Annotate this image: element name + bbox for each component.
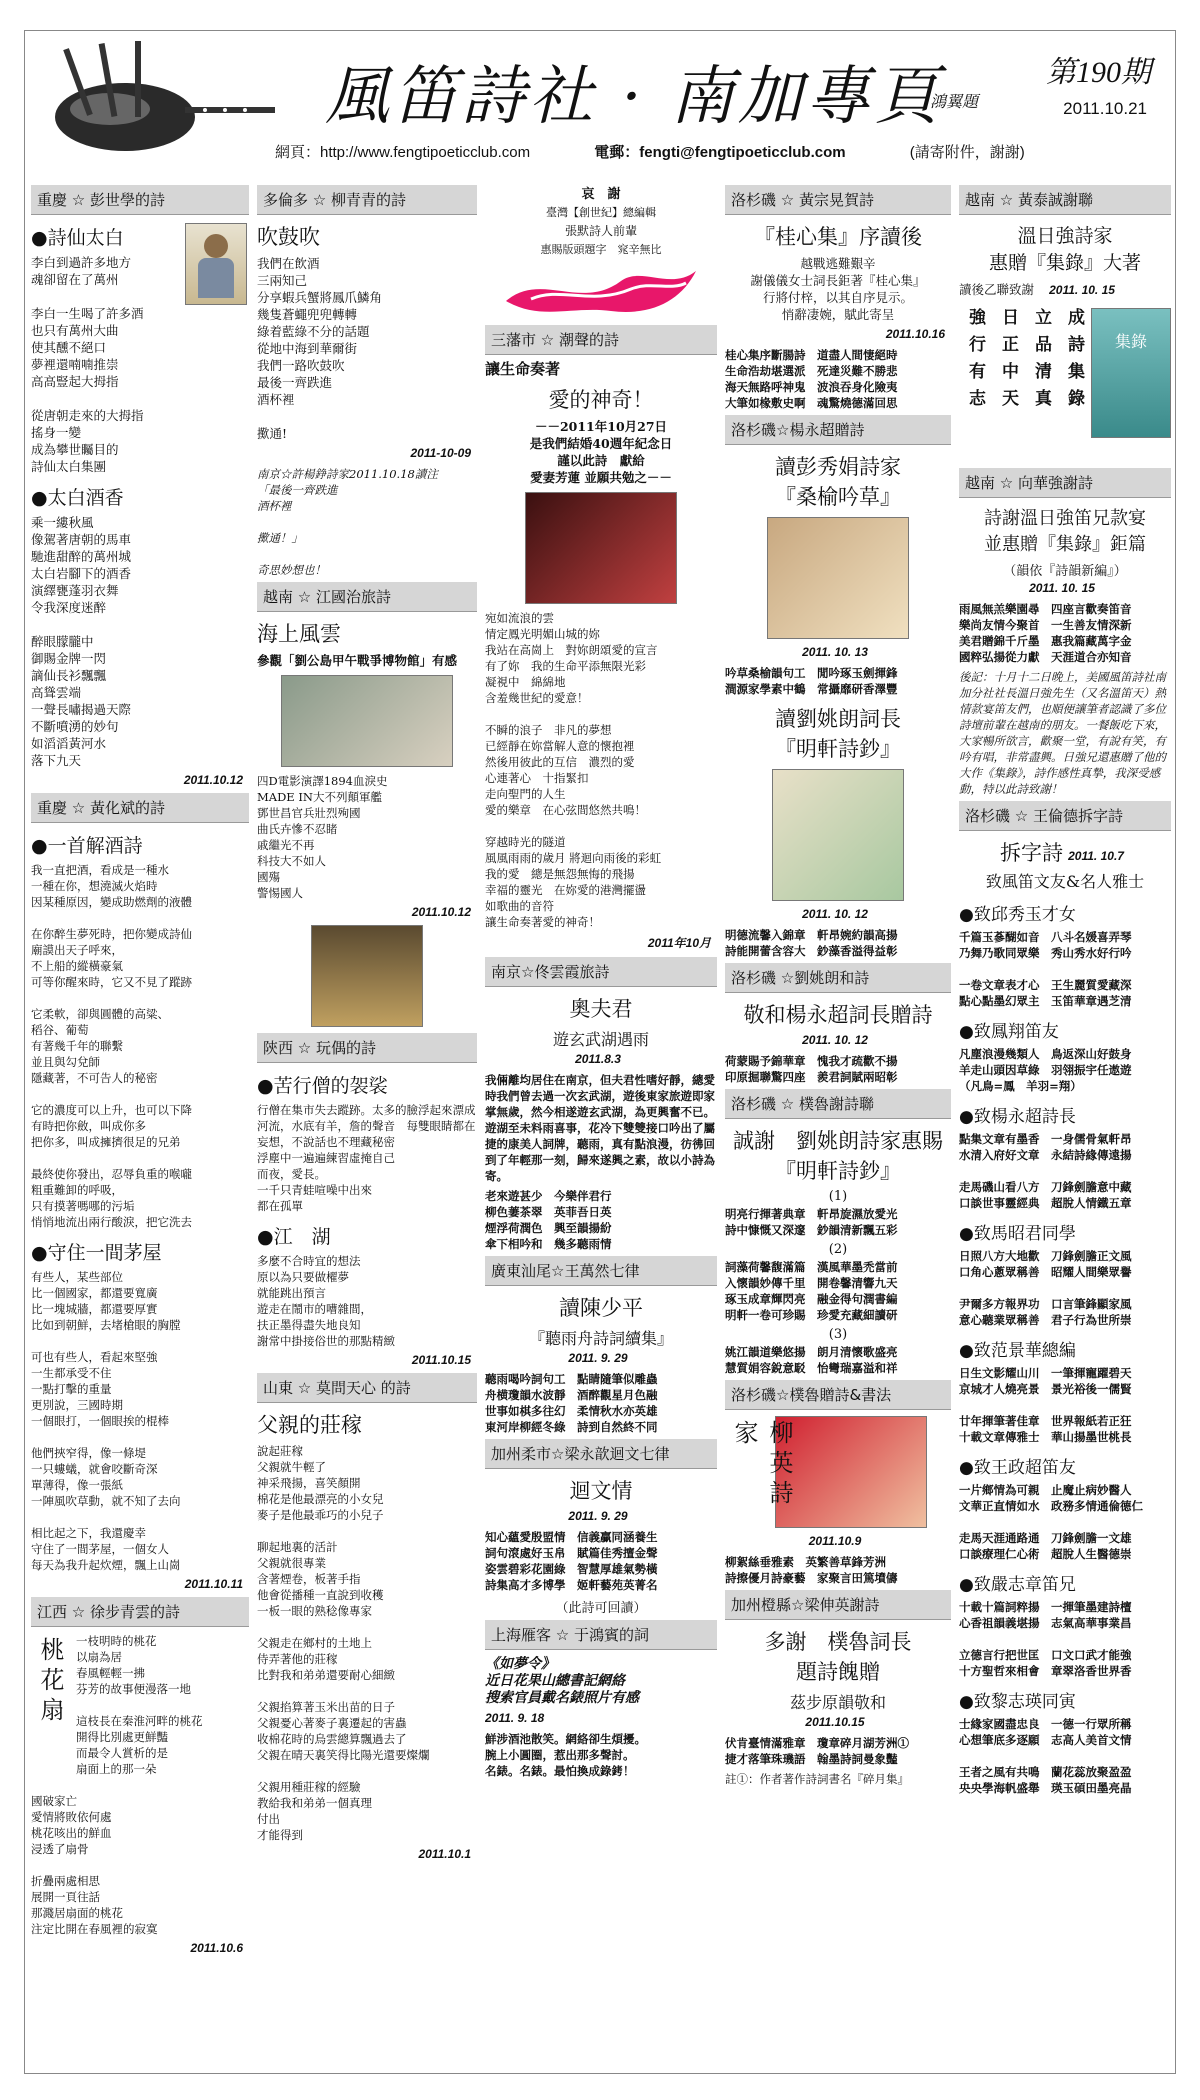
poem-body: 有些人，某些部位 比一個國家，都還要寬廣 比一塊城牆，都還要厚實 比如到朝鮮，去堵槍眼的胸膛 可也有些人，看起來堅強 一生都承受不住 一點打擊的重量 更別說，三國時期 一個眼打，一個眼挨的棍棒 他們挾窄得，像一條堤 一只螻蟻，就會咬斷奇深 單薄得，像一張紙 一陣風吹草動，就不知了去向 相比起之下，我還慶幸 守住了一間茅屋，一個女人 每天為我升起炊煙，飄上山崗 — [31, 1270, 181, 1572]
poem-title: ●守住一間茅屋 — [31, 1242, 162, 1264]
dedication-poem: 日生文影耀山川 一筆揮寵躍碧天 京城才人燒亮景 景光裕後一儒賢 廿年揮筆著佳章 世界報紙若正狂 十載文章傳雅士 華山揚墨世桃長 — [959, 1366, 1132, 1444]
dedication-poem: 凡塵浪漫幾類人 鳥返深山好鼓身 羊走山頭因草綠 羽翎振宇任遨遊 （凡鳥=鳳 羊羽=翔） — [959, 1047, 1132, 1093]
dedication-title: ●致王政超笛友 — [959, 1458, 1076, 1478]
poem-afterword: 後記：十月十二日晚上，美國風笛詩社南加分社社長溫日強先生（又名溫笛天）熱情款宴笛友們，也順便讓筆者認識了多位詩壇前輩在越南的朋友。一餐飯吃下來，大家暢所欲言，歡聚一堂，有說有笑，有吟有唱，非常盡興。日強兄還惠贈了他的大作《集錄》，詩作感性真摯，我深受感動，特以此詩致謝！ — [959, 670, 1166, 796]
poem-body: 荷蒙賜予錦華章 愧我才疏歡不揚 印原掘聯驚四座 羨君詞賦兩昭彰 — [725, 1054, 898, 1084]
poem-date: 2011.10.11 — [184, 1577, 243, 1591]
section-header: 重慶 ☆ 黃化斌的詩 — [31, 793, 249, 823]
section-header: 三藩市 ☆ 潮聲的詩 — [485, 325, 717, 355]
memorial-photo — [311, 925, 423, 1027]
poem-date: 2011. 10. 13 — [802, 645, 868, 659]
section-header: 洛杉磯 ☆劉姚朗和詩 — [725, 963, 951, 993]
mourning-line: 臺灣【創世紀】總編輯 — [546, 206, 656, 219]
poem-date: 2011. 10.7 — [1068, 849, 1124, 863]
poem-body: 多麼不合時宜的想法 原以為只要做櫂夢 就能跳出預言 遊走在鬧市的嘈雜間， 扶正墨得盡失地良知 謝常中掛接俗世的那點精緻 — [257, 1254, 395, 1348]
poem-title: 拆字詩 — [1000, 841, 1064, 865]
flame-graphic-icon — [501, 261, 701, 321]
poem-date: 2011-10-09 — [410, 446, 471, 460]
poem-number: (2) — [828, 1242, 848, 1257]
poem-title: 誠謝 劉姚朗詩家惠賜 『明軒詩鈔』 — [733, 1129, 943, 1183]
section-header: 加州柔市☆梁永歆迴文七律 — [485, 1439, 717, 1469]
poem-title: 奧夫君 — [569, 997, 633, 1021]
poem-date: 2011.10.1 — [418, 1847, 471, 1861]
poem-title-vertical: 柳英詩家 — [730, 1420, 793, 1510]
book-cover: 集錄 — [1091, 308, 1171, 438]
mourning-title: 哀 謝 — [581, 187, 621, 202]
poem-title: 詩謝溫日強笛兄款宴 並惠贈『集錄』鉅篇 — [984, 508, 1146, 555]
masthead-title: 風笛詩社 · 南加專頁 — [325, 60, 943, 134]
poem-title: ●太白酒香 — [31, 487, 124, 509]
couplet-line: 日正中天 — [998, 308, 1018, 416]
poem-subtitle: 茲步原韻敬和 — [789, 1693, 886, 1712]
poem-date: 2011.10.16 — [885, 327, 945, 341]
column-2 — [257, 181, 477, 2071]
section-header: 上海雁客 ☆ 于鴻賓的詞 — [485, 1620, 717, 1650]
poem-title: 父親的莊稼 — [257, 1413, 362, 1437]
section-header: 洛杉磯 ☆ 王倫德拆字詩 — [959, 801, 1171, 831]
mourning-line: 張默詩人前輩 — [564, 224, 637, 238]
section-header: 廣東汕尾☆王萬然七律 — [485, 1256, 717, 1286]
poem-title: 溫日強詩家 惠贈『集錄』大著 — [988, 225, 1141, 274]
poem-title: 讀劉姚朗詞長 『明軒詩鈔』 — [775, 707, 901, 761]
email-link[interactable]: 電郵：fengti@fengtipoeticclub.com — [594, 144, 846, 161]
dedication-list — [959, 900, 1171, 1796]
poem-body: 老來遊甚少 今樂伴君行 柳色萋茶翠 英菲吾日英 煙浮荷潤色 興至韻揚紛 傘下相吟和 幾多聽雨情 — [485, 1189, 612, 1251]
poem-body: 鮮涉酒池散笑。網絡卻生煩擾。 腕上小圓圈，惹出那多聲討。 名錶。名錶。最怕換成錄銬！ — [485, 1732, 646, 1778]
poem-title: 愛的神奇！ — [548, 388, 654, 412]
poem-date: 2011.10.12 — [183, 773, 243, 787]
poem-title: 《如夢令》 近日花果山總書記網絡 搜索官員戴名錶照片有感 — [485, 1656, 639, 1706]
poem-body: 宛如流浪的雲 情定鳳光明媚山城的妳 我站在高崗上 對妳朗頌愛的宣言 有了妳 我的生命平添無限光彩 凝視中 綿綿地 含羞幾世紀的愛意！ 不瞬的浪子 非凡的夢想 已經靜在妳當解人意的懷抱裡 然後用彼此的互信 濃烈的愛 心連著心 十指緊扣 走向聖門的人生 愛的樂章 在心弦間悠然共鳴！ 穿越時光的隧道 風風雨雨的歲月 將迴向雨後的彩虹 我的愛 總是無怨無悔的飛揚 幸福的靈光 在妳愛的港灣擺盪 如歌曲的音符 讓生命奏著愛的神奇！ — [485, 611, 662, 929]
poem-body: 乘一縷秋風 像駕著唐朝的馬車 馳進甜醉的萬州城 太白岩腳下的酒香 演繹甕蓬羽衣舞 令我深度迷醉 醉眼朦朧中 御賜金牌一閃 謫仙長衫飄飄 高聳雲端 一聲長嘯揭過天際 不斷噴湧的妙句 如滔滔黃河水 落下九天 — [31, 515, 132, 768]
column-1 — [31, 181, 249, 2071]
museum-photo — [281, 675, 453, 767]
dedication-poem: 士緣家國盡忠良 一德一行眾所稱 心想筆底多逐願 志高人美首文情 王者之風有共鳴 蘭花蕊放聚盈盈 央央學海帆盛舉 瑛玉碩田墨亮晶 — [959, 1717, 1132, 1795]
poem-title-row — [959, 837, 1171, 867]
poem-title-vertical: 桃花扇 — [36, 1637, 64, 1727]
poem-subtitle: 『聽雨舟詩詞續集』 — [528, 1329, 673, 1348]
poem-number: (1) — [828, 1189, 848, 1204]
poem-body: 李白到過許多地方 魂卻留在了萬州 李白一生喝了許多酒 也只有萬州大曲 使其醺不絕口 夢裡還喃喃推崇 高高豎起大拇指 從唐朝走來的大拇指 搖身一變 成為攀世矚目的 詩仙太白集團 — [31, 255, 144, 474]
dedication-poem: 點集文章有墨香 一身儒骨氣軒昂 水清入府好文章 永結詩緣傳遠揚 走馬磯山看八方 刀鋒劍膽意中藏 口談世事靈經典 超脫人情鐵五章 — [959, 1132, 1132, 1210]
section-header: 山東 ☆ 莫問天心 的詩 — [257, 1373, 477, 1403]
couplet-line: 強行有志 — [965, 308, 985, 416]
poem-title: 海上風雲 — [257, 622, 341, 646]
section-header: 多倫多 ☆ 柳青青的詩 — [257, 185, 477, 215]
poem-preface: 我倆離均居住在南京，但夫君性嗜好靜，總愛時我們曾去過一次玄武湖，遊後東家旅遊即家掌無歲，然今相遂遊玄武湖，為更興奮不已。遊湖至未料雨喜事，花冷下雙雙接口吟出了屬捷的康美人詞牌，聽雨，真有點浪漫，彷彿回到了年輕那一刻，歸來遂興之素，故以小詩為寄。 — [485, 1073, 715, 1183]
section-header: 越南 ☆ 黃泰誠謝聯 — [959, 185, 1171, 215]
couplet-columns — [963, 308, 1087, 458]
column-4 — [725, 181, 951, 2071]
wine-photo — [525, 492, 677, 604]
poem-title: 敬和楊永超詞長贈詩 — [743, 1003, 933, 1027]
poem-subtitle: 越戰逃難艱辛 謝儀儀女士詞長鉅著『桂心集』 行將付梓，以其自序見示。 悄辭凄婉，賦此寄呈 — [750, 256, 926, 322]
poem-date: 2011. 10. 15 — [1029, 581, 1095, 595]
book-cover-photo — [767, 517, 909, 639]
mourning-line: 惠賜版頭題字 窕辛無比 — [540, 243, 662, 256]
li-bai-portrait — [185, 223, 247, 305]
bagpipe-logo-icon — [35, 37, 285, 157]
dedication-poem: 一片鄉情為可親 止魔止病妙醫人 文華正直情如水 政務多情通倫德仁 走馬天涯通路通 刀鋒劍膽一文雄 口談療理仁心術 超脫人生醫德崇 — [959, 1483, 1143, 1561]
poem-title: 多謝 樸魯詞長 題詩餽贈 — [764, 1630, 912, 1684]
section-header: 洛杉磯 ☆ 黃宗晃賀詩 — [725, 185, 951, 215]
dedication-poem: 日照八方大地歡 刀鋒劍膽正文風 口角心蔥眾稱善 昭耀人間樂眾譽 尹爾多方報界功 口言筆鋒顯家風 意心聽業眾稱善 君子行為世所崇 — [959, 1249, 1132, 1327]
dedication-title: ●致鳳翔笛友 — [959, 1022, 1059, 1042]
poem-note: （此詩可回讀） — [555, 1601, 647, 1616]
couplet-line: 成詩集錄 — [1064, 308, 1084, 416]
poem-body: 明亮行揮著典章 軒昂旋濕放愛光 詩中慷慨又深邃 鈔韻清新飄五彩 — [725, 1207, 898, 1237]
poem-date: 2011.10.15 — [411, 1353, 471, 1367]
poem-subtitle: 讀後乙聯致謝 — [959, 282, 1035, 297]
poem-title: 吹鼓吹 — [257, 225, 320, 249]
section-header: 重慶 ☆ 彭世學的詩 — [31, 185, 249, 215]
dedication-poem: 十載十篇詞粹揚 一揮筆墨建詩檀 心香祖韻義堪揚 志氣高華事業昌 立德言行把世匡 口文口武才能強 十方聖哲來相會 章翠洛香世界香 — [959, 1600, 1132, 1678]
section-header: 洛杉磯 ☆ 樸魯謝詩聯 — [725, 1089, 951, 1119]
poem-footnote: 註①：作者著作詩詞書名『碎月集』 — [725, 1772, 909, 1786]
group-photo — [775, 1416, 927, 1528]
poem-body: 四D電影演譯1894血淚史 MADE IN大不列顛軍艦 鄧世昌官兵壯烈殉國 曲氏卉慘不忍睹 戚繼光不再 科技大不如人 國殤 警惕國人 — [257, 774, 388, 900]
poem-subtitle: 致風笛文友&名人雅士 — [985, 872, 1145, 891]
poem-body: 桂心集序斷腸詩 道盡人間悽絕時 生命浩劫堪選派 死達災難不勝悲 海天無路呼神鬼 波浪吞身化險夷 大筆如椽敷史啊 魂驚燒德滿回思 — [725, 348, 898, 410]
poem-date: 2011.10.6 — [190, 1941, 243, 1955]
column-3 — [485, 181, 717, 2071]
couplet-line: 立品清真 — [1031, 308, 1051, 416]
poem-subtitle: （韻依『詩韻新編』） — [1003, 564, 1127, 579]
poem-body: 行僧在集市失去蹤跡。太多的臉浮起來漂成河流，水底有羊，詹的聲音 每雙眼睛都在妄想，不說話也不理藏秘密 浮塵中一遍遍練習虛掩自己 而夜，愛長。 一千只青蛙喧噪中出來 都在孤單 — [257, 1103, 476, 1213]
poem-subtitle: 遊玄武湖遇雨 — [552, 1030, 649, 1049]
poem-body: 吟草桑榆韻句工 閒吟琢玉劍揮鋒 澗源家學素中鶴 常攝靡研香澤豐 — [725, 666, 898, 696]
poem-subtitle: 參觀「劉公島甲午戰爭博物館」有感 — [257, 653, 458, 668]
dedication-title: ●致邱秀玉才女 — [959, 905, 1076, 925]
poem-title: ●詩仙太白 — [31, 227, 124, 249]
poem-date: 2011.10.15 — [805, 1715, 865, 1729]
newsletter-page — [24, 30, 1176, 2074]
poem-title: 『桂心集』序讀後 — [754, 225, 922, 249]
poem-body: 說起莊稼 父親就牛輕了 神采飛揚，喜笑顏開 棉花是他最漂亮的小女兒 麥子是他最乖巧的小兒子 聊起地裏的活計 父親就很專業 含著煙卷，板著手指 他會從播種一直說到收穫 一板一眼的熟稔像專家 父親走在鄉村的土地上 侍弄著他的莊稼 比對我和弟弟還要耐心細緻 父親掐算著玉米出苗的日子 父親憂心著麥子裏遷起的害蟲 收棉花時的烏雲總算飄過去了 父親在晴天裏笑得比陽光還要燦爛 父親用種莊稼的經驗 教給我和弟弟一個真理 付出 才能得到 — [257, 1444, 430, 1842]
poem-date: 2011年10月 — [647, 936, 711, 950]
poem-body: 聽雨喝吟詞句工 點睛隨筆似雕蟲 舟横瓊韻水波靜 酒醉觀星月色融 世事如棋多往幻 柔情秋水亦英雄 東河岸柳經冬綠 詩到自然終不同 — [485, 1372, 658, 1434]
poem-body: 知心蘊愛殷盟情 信義贏同涵養生 詞句滾處好玉帛 賦篇佳秀擅金聲 姿雲碧彩花園綠 智慧厚雄氣勢橫 詩集高才多博學 姬軒藝苑英菁名 — [485, 1530, 658, 1592]
section-header: 洛杉磯☆楊永超贈詩 — [725, 415, 951, 445]
poem-date: 2011. 9. 29 — [568, 1509, 628, 1523]
poem-title: 讀彭秀娟詩家 『桑榆吟草』 — [775, 455, 901, 509]
poem-number: (3) — [828, 1327, 848, 1342]
contact-line — [275, 141, 1155, 162]
section-header: 江西 ☆ 徐步青雲的詩 — [31, 1597, 249, 1627]
poem-title: ●江 湖 — [257, 1226, 331, 1248]
poem-title: 迴文情 — [569, 1479, 633, 1503]
poem-date: 2011.10.12 — [411, 905, 471, 919]
poem-date: 2011. 10. 12 — [802, 1033, 868, 1047]
poem-body: 雨風無羔樂園尋 四座言歡奏笛音 樂尚友情今聚首 一生善友情深新 美君贈錦千斤墨 惠我篇藏萬字金 國粹弘揚從力獻 天涯道合亦知音 — [959, 602, 1132, 664]
poem-date: 2011. 9. 29 — [568, 1351, 628, 1365]
poem-date: 2011.10.9 — [808, 1534, 862, 1548]
dedication-title: ●致黎志瑛同寅 — [959, 1692, 1076, 1712]
poem-body: 明德流馨入錦章 軒昂婉約韻高揚 詩能開蕾含容大 鈔藻香溢得益彰 — [725, 928, 898, 958]
poem-body: 我一直把酒，看成是一種水 一種在你，想澆滅火焰時 因某種原因，變成助燃劑的液體 在你醉生夢死時，把你變成詩仙 廟謨出天子呼來， 不上船的縱橫豪氣 可等你醒來時，它又不見了蹤跡 它柔軟，卻與圓體的高粱、 稻谷、葡萄 有著幾千年的聯繫 並且與勾兌師 隱藏著，不可告人的秘密 它的濃度可以上升，也可以下降 有時把你斂，叫成你多 把你多，叫成擁擠很足的兄弟 最終使你發出，忍辱負重的喉嚨 粗重難卸的呼吸， 只有摸著嗎哪的污垢 悄悄地流出兩行酸淚，把它洗去 — [31, 863, 192, 1229]
poem-body: 姚江韻道樂悠揚 朗月清懷歌盛亮 慧質娟容銳意駁 怡彎瑞嘉溢和祥 — [725, 1345, 898, 1375]
poem-body: 詞藻荷馨馥滿篇 漢風華墨禿當前 入懷韻妙傳千里 開卷馨清響九天 琢玉成章輝閃亮 融金得句潤書編 明軒一卷可珍賜 珍愛充藏細讀研 — [725, 1260, 898, 1322]
issue-date: 2011.10.21 — [1063, 99, 1147, 118]
website-link[interactable]: 網頁：http://www.fengtipoeticclub.com — [275, 144, 531, 161]
dedication-title: ●致楊永超詩長 — [959, 1107, 1076, 1127]
section-header: 加州橙縣☆梁伸英謝詩 — [725, 1590, 951, 1620]
poem-body: 一枝明時的桃花 以扇為居 春風輕輕一拂 芬芳的故事便漫落一地 這枝長在秦淮河畔的桃花 開得比別處更鮮豔 而最令人賞析的是 扇面上的那一朵 國破家亡 愛情將敗依何處 桃花咳出的鮮血 浸透了扇骨 折疊兩處相思 展開一頁往話 那濺居扇面的桃花 注定比開在春風裡的寂寞 — [31, 1634, 203, 1936]
section-header: 洛杉磯☆樸魯贈詩&書法 — [725, 1380, 951, 1410]
reader-note: 南京☆許楊錚詩家2011.10.18讀注 「最後一齊跌進 酒杯裡 擹通！」 奇思妙想也！ — [257, 467, 438, 577]
dedication-title: ●致范景華總編 — [959, 1341, 1076, 1361]
poem-title: ●苦行僧的袈裟 — [257, 1075, 388, 1097]
section-header: 越南 ☆ 江國治旅詩 — [257, 582, 477, 612]
book-cover-photo — [772, 769, 904, 901]
dedication-title: ●致嚴志章笛兄 — [959, 1575, 1076, 1595]
column-5 — [959, 181, 1171, 2071]
poem-date: 2011. 9. 18 — [485, 1711, 545, 1725]
poem-date: 2011. 10. 15 — [1049, 283, 1115, 297]
section-header: 越南 ☆ 向華強謝詩 — [959, 468, 1171, 498]
masthead-signature: 鴻翼題 — [930, 92, 979, 111]
section-header: 陝西 ☆ 玩偶的詩 — [257, 1033, 477, 1063]
poem-date: 2011. 10. 12 — [802, 907, 868, 921]
email-note: (請寄附件，謝謝) — [909, 144, 1025, 161]
poem-dedication: －－2011年10月27日 是我們結婚40週年紀念日 謹以此詩 獻給 愛妻芳蓮 並願共勉之－－ — [529, 419, 673, 485]
poem-body: 我們在飲酒 三兩知己 分享蝦兵蟹將鳳爪鱗角 幾隻蒼蠅兜兜轉轉 綠着藍綠不分的話題 從地中海到華爾街 我們一路吹鼓吹 最後一齊跌進 酒杯裡 擹通! — [257, 256, 383, 441]
couplet-block — [959, 302, 1171, 464]
poem-body: 伏肯臺情滿雅章 瓊章碎月湖芳洲① 捷才落筆珠璣語 翰墨詩詞曼象豔 — [725, 1736, 909, 1766]
poem-lead: 讓生命奏著 — [485, 360, 561, 378]
poem-body: 柳絮絲垂雅素 英繁善草鋒芳洲 詩擦優月詩豪藝 家聚言田篤墳儔 — [725, 1555, 898, 1585]
dedication-poem: 千篇玉蔘醐如音 八斗名媛喜弄琴 乃舞乃歌同眾樂 秀山秀水好行吟 一卷文章表才心 王生麗質愛藏深 點心點墨幻眾主 玉笛華章遇芝清 — [959, 930, 1132, 1008]
poem-title: 讀陳少平 — [559, 1296, 643, 1320]
issue-number: 第190期 — [1046, 56, 1151, 89]
section-header: 南京☆佟雲霞旅詩 — [485, 957, 717, 987]
masthead — [25, 31, 1175, 163]
dedication-title: ●致馬昭君同學 — [959, 1224, 1076, 1244]
poem-title: ●一首解酒詩 — [31, 835, 143, 857]
poem-date: 2011.8.3 — [575, 1052, 621, 1066]
